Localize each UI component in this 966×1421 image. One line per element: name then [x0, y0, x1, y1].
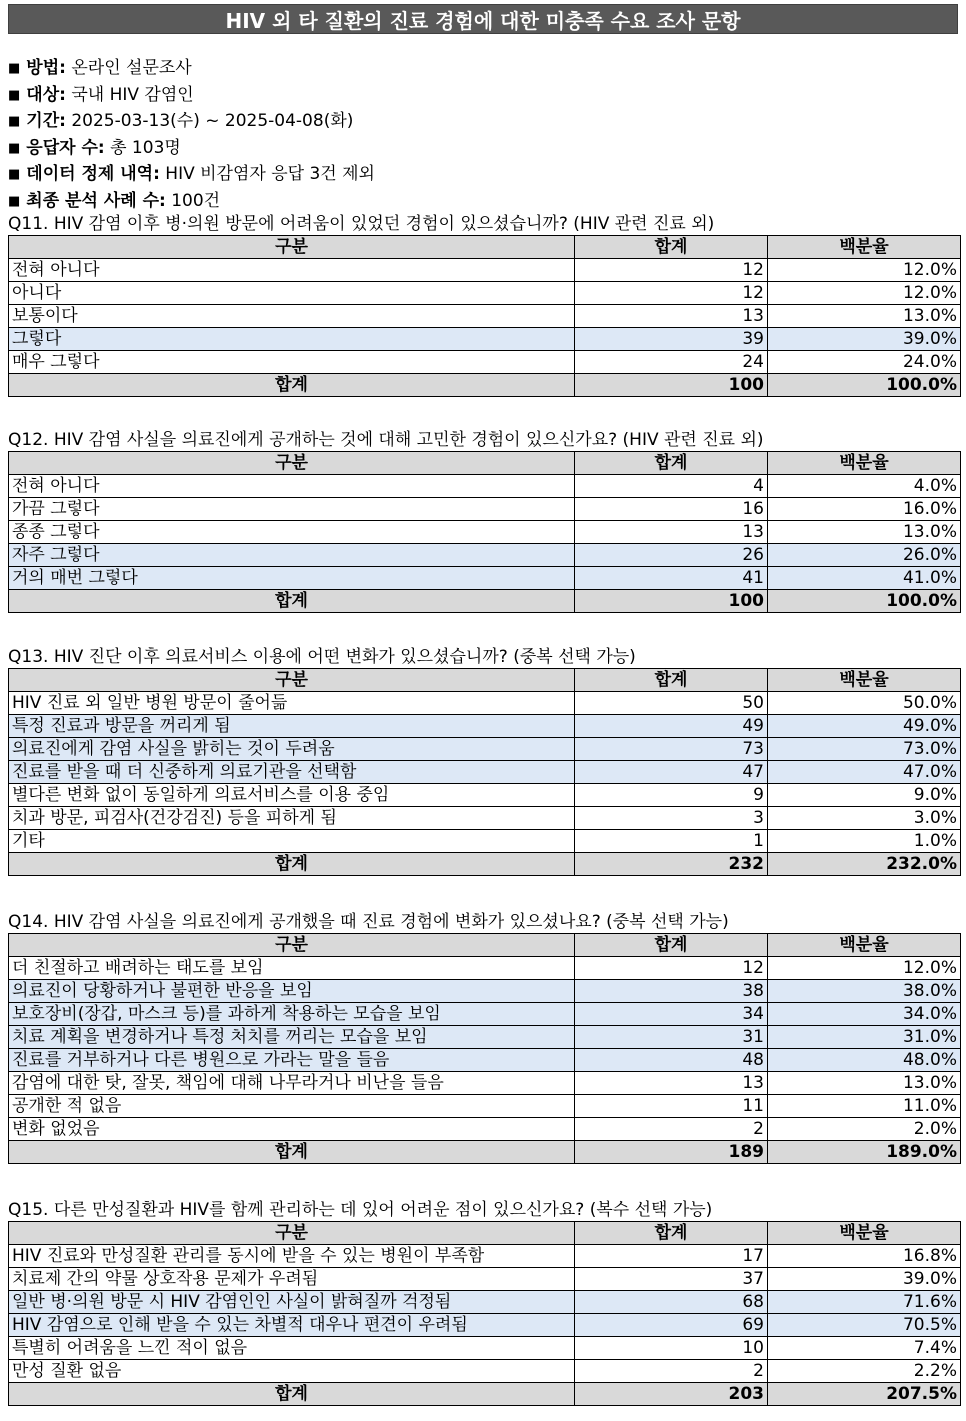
meta-row [8, 162, 375, 189]
total-label: 합계 [9, 374, 575, 397]
row-percent: 11.0% [768, 1095, 961, 1118]
table-header-row [9, 669, 961, 692]
row-label: 감염에 대한 탓, 잘못, 책임에 대해 나무라거나 비난을 들음 [9, 1072, 575, 1095]
total-count: 100 [575, 590, 768, 613]
header-category: 구분 [9, 236, 575, 259]
row-count: 12 [575, 259, 768, 282]
question-text: Q15. 다른 만성질환과 HIV를 함께 관리하는 데 있어 어려운 점이 있으신가요? (복수 선택 가능) [8, 1200, 713, 1220]
row-count: 26 [575, 544, 768, 567]
question-section [8, 429, 960, 613]
row-label: 의료진이 당황하거나 불편한 반응을 보임 [9, 980, 575, 1003]
meta-key: 방법: [26, 58, 66, 78]
row-percent: 39.0% [768, 1268, 961, 1291]
row-count: 48 [575, 1049, 768, 1072]
row-count: 68 [575, 1291, 768, 1314]
row-count: 12 [575, 282, 768, 305]
row-count: 16 [575, 498, 768, 521]
row-percent: 4.0% [768, 475, 961, 498]
row-percent: 9.0% [768, 784, 961, 807]
row-percent: 39.0% [768, 328, 961, 351]
total-percent: 100.0% [768, 590, 961, 613]
row-count: 37 [575, 1268, 768, 1291]
row-label: 더 친절하고 배려하는 태도를 보임 [9, 957, 575, 980]
meta-row [8, 56, 375, 83]
result-table [8, 451, 961, 613]
table-total-row [9, 374, 961, 397]
row-percent: 50.0% [768, 692, 961, 715]
survey-meta [8, 56, 375, 215]
square-bullet-icon: ■ [8, 87, 21, 103]
square-bullet-icon: ■ [8, 61, 21, 76]
header-total: 합계 [575, 236, 768, 259]
row-percent: 16.8% [768, 1245, 961, 1268]
table-row [9, 807, 961, 830]
question-section [8, 911, 960, 1164]
row-percent: 13.0% [768, 305, 961, 328]
table-row [9, 692, 961, 715]
row-count: 11 [575, 1095, 768, 1118]
square-bullet-icon: ■ [8, 193, 21, 209]
row-percent: 24.0% [768, 351, 961, 374]
table-row [9, 738, 961, 761]
question-text: Q13. HIV 진단 이후 의료서비스 이용에 어떤 변화가 있으셨습니까? (중복 선택 가능) [8, 647, 636, 667]
row-count: 10 [575, 1337, 768, 1360]
table-total-row [9, 1383, 961, 1406]
row-count: 49 [575, 715, 768, 738]
result-table [8, 668, 961, 876]
row-label: 보통이다 [9, 305, 575, 328]
row-count: 34 [575, 1003, 768, 1026]
row-label: HIV 진료와 만성질환 관리를 동시에 받을 수 있는 병원이 부족함 [9, 1245, 575, 1268]
meta-row [8, 109, 375, 136]
row-count: 2 [575, 1360, 768, 1383]
row-percent: 1.0% [768, 830, 961, 853]
question-text: Q11. HIV 감염 이후 병·의원 방문에 어려움이 있었던 경험이 있으셨습니까? (HIV 관련 진료 외) [8, 214, 715, 234]
meta-value: 온라인 설문조사 [71, 58, 192, 78]
row-count: 39 [575, 328, 768, 351]
page-title: HIV 외 타 질환의 진료 경험에 대한 미충족 수요 조사 문항 [8, 4, 958, 34]
table-total-row [9, 1141, 961, 1164]
table-row [9, 980, 961, 1003]
table-row [9, 715, 961, 738]
row-count: 50 [575, 692, 768, 715]
row-percent: 2.0% [768, 1118, 961, 1141]
meta-row [8, 136, 375, 163]
table-header-row [9, 452, 961, 475]
row-label: 가끔 그렇다 [9, 498, 575, 521]
result-table [8, 235, 961, 397]
table-row [9, 1268, 961, 1291]
header-percent: 백분율 [768, 1222, 961, 1245]
row-count: 31 [575, 1026, 768, 1049]
table-row [9, 1245, 961, 1268]
row-label: 만성 질환 없음 [9, 1360, 575, 1383]
table-row [9, 328, 961, 351]
table-row [9, 1337, 961, 1360]
table-row [9, 1360, 961, 1383]
total-label: 합계 [9, 1383, 575, 1406]
row-count: 73 [575, 738, 768, 761]
row-percent: 13.0% [768, 521, 961, 544]
header-percent: 백분율 [768, 669, 961, 692]
table-row [9, 761, 961, 784]
meta-key: 응답자 수: [26, 137, 105, 158]
row-percent: 38.0% [768, 980, 961, 1003]
total-percent: 100.0% [768, 374, 961, 397]
result-table [8, 1221, 961, 1406]
row-label: 특별히 어려움을 느낀 적이 없음 [9, 1337, 575, 1360]
row-percent: 26.0% [768, 544, 961, 567]
row-label: 아니다 [9, 282, 575, 305]
row-label: 치료제 간의 약물 상호작용 문제가 우려됨 [9, 1268, 575, 1291]
header-percent: 백분율 [768, 236, 961, 259]
table-row [9, 1095, 961, 1118]
total-percent: 207.5% [768, 1383, 961, 1406]
row-percent: 7.4% [768, 1337, 961, 1360]
table-row [9, 259, 961, 282]
header-percent: 백분율 [768, 452, 961, 475]
row-count: 24 [575, 351, 768, 374]
square-bullet-icon: ■ [8, 114, 21, 129]
row-label: 별다른 변화 없이 동일하게 의료서비스를 이용 중임 [9, 784, 575, 807]
row-label: 보호장비(장갑, 마스크 등)를 과하게 착용하는 모습을 보임 [9, 1003, 575, 1026]
table-row [9, 521, 961, 544]
row-percent: 41.0% [768, 567, 961, 590]
row-percent: 12.0% [768, 259, 961, 282]
total-label: 합계 [9, 1141, 575, 1164]
header-category: 구분 [9, 934, 575, 957]
total-percent: 232.0% [768, 853, 961, 876]
row-percent: 3.0% [768, 807, 961, 830]
meta-key: 기간: [26, 111, 66, 131]
total-label: 합계 [9, 853, 575, 876]
table-row [9, 351, 961, 374]
table-row [9, 305, 961, 328]
meta-key: 대상: [26, 84, 66, 105]
row-percent: 48.0% [768, 1049, 961, 1072]
question-text: Q14. HIV 감염 사실을 의료진에게 공개했을 때 진료 경험에 변화가 있으셨나요? (중복 선택 가능) [8, 912, 729, 932]
row-label: 치과 방문, 피검사(건강검진) 등을 피하게 됨 [9, 807, 575, 830]
row-percent: 49.0% [768, 715, 961, 738]
header-category: 구분 [9, 1222, 575, 1245]
table-row [9, 1049, 961, 1072]
header-total: 합계 [575, 934, 768, 957]
row-label: 전혀 아니다 [9, 259, 575, 282]
table-row [9, 475, 961, 498]
table-row [9, 544, 961, 567]
meta-key: 데이터 정제 내역: [26, 164, 160, 184]
table-total-row [9, 590, 961, 613]
row-percent: 12.0% [768, 957, 961, 980]
row-count: 41 [575, 567, 768, 590]
row-label: 그렇다 [9, 328, 575, 351]
square-bullet-icon: ■ [8, 140, 21, 156]
header-total: 합계 [575, 452, 768, 475]
row-count: 2 [575, 1118, 768, 1141]
question-section [8, 1199, 960, 1406]
header-category: 구분 [9, 452, 575, 475]
table-row [9, 1291, 961, 1314]
row-count: 4 [575, 475, 768, 498]
table-row [9, 830, 961, 853]
row-count: 9 [575, 784, 768, 807]
row-label: 진료를 거부하거나 다른 병원으로 가라는 말을 들음 [9, 1049, 575, 1072]
row-label: 특정 진료과 방문을 꺼리게 됨 [9, 715, 575, 738]
question-text: Q12. HIV 감염 사실을 의료진에게 공개하는 것에 대해 고민한 경험이 있으신가요? (HIV 관련 진료 외) [8, 430, 764, 450]
table-header-row [9, 236, 961, 259]
table-row [9, 957, 961, 980]
row-percent: 13.0% [768, 1072, 961, 1095]
table-header-row [9, 1222, 961, 1245]
total-count: 232 [575, 853, 768, 876]
row-percent: 2.2% [768, 1360, 961, 1383]
row-count: 13 [575, 521, 768, 544]
result-table [8, 933, 961, 1164]
question-section [8, 213, 960, 397]
meta-row [8, 83, 375, 110]
header-category: 구분 [9, 669, 575, 692]
row-label: HIV 진료 외 일반 병원 방문이 줄어듦 [9, 692, 575, 715]
total-percent: 189.0% [768, 1141, 961, 1164]
row-label: 종종 그렇다 [9, 521, 575, 544]
row-label: HIV 감염으로 인해 받을 수 있는 차별적 대우나 편견이 우려됨 [9, 1314, 575, 1337]
row-count: 12 [575, 957, 768, 980]
row-percent: 70.5% [768, 1314, 961, 1337]
row-label: 의료진에게 감염 사실을 밝히는 것이 두려움 [9, 738, 575, 761]
total-count: 203 [575, 1383, 768, 1406]
meta-value: 2025-03-13(수) ~ 2025-04-08(화) [71, 111, 354, 131]
row-percent: 47.0% [768, 761, 961, 784]
meta-key: 최종 분석 사례 수: [26, 190, 166, 211]
meta-value: 국내 HIV 감염인 [71, 84, 194, 105]
row-count: 17 [575, 1245, 768, 1268]
header-percent: 백분율 [768, 934, 961, 957]
meta-value: 100건 [171, 190, 221, 211]
row-count: 38 [575, 980, 768, 1003]
meta-value: 총 103명 [110, 137, 181, 158]
row-count: 13 [575, 1072, 768, 1095]
row-label: 진료를 받을 때 더 신중하게 의료기관을 선택함 [9, 761, 575, 784]
row-percent: 71.6% [768, 1291, 961, 1314]
table-total-row [9, 853, 961, 876]
meta-row [8, 189, 375, 216]
table-row [9, 1003, 961, 1026]
row-count: 47 [575, 761, 768, 784]
row-label: 자주 그렇다 [9, 544, 575, 567]
row-count: 69 [575, 1314, 768, 1337]
row-percent: 12.0% [768, 282, 961, 305]
row-label: 치료 계획을 변경하거나 특정 처치를 꺼리는 모습을 보임 [9, 1026, 575, 1049]
square-bullet-icon: ■ [8, 167, 21, 182]
row-label: 공개한 적 없음 [9, 1095, 575, 1118]
total-label: 합계 [9, 590, 575, 613]
header-total: 합계 [575, 1222, 768, 1245]
table-row [9, 1026, 961, 1049]
table-row [9, 1314, 961, 1337]
row-count: 1 [575, 830, 768, 853]
question-section [8, 646, 960, 876]
row-count: 3 [575, 807, 768, 830]
table-row [9, 1072, 961, 1095]
row-label: 거의 매번 그렇다 [9, 567, 575, 590]
row-label: 매우 그렇다 [9, 351, 575, 374]
row-percent: 73.0% [768, 738, 961, 761]
meta-value: HIV 비감염자 응답 3건 제외 [165, 164, 375, 184]
total-count: 100 [575, 374, 768, 397]
table-row [9, 1118, 961, 1141]
table-row [9, 282, 961, 305]
table-header-row [9, 934, 961, 957]
row-label: 변화 없었음 [9, 1118, 575, 1141]
table-row [9, 784, 961, 807]
row-label: 기타 [9, 830, 575, 853]
row-percent: 16.0% [768, 498, 961, 521]
row-label: 일반 병·의원 방문 시 HIV 감염인인 사실이 밝혀질까 걱정됨 [9, 1291, 575, 1314]
row-percent: 34.0% [768, 1003, 961, 1026]
row-label: 전혀 아니다 [9, 475, 575, 498]
row-percent: 31.0% [768, 1026, 961, 1049]
table-row [9, 498, 961, 521]
header-total: 합계 [575, 669, 768, 692]
total-count: 189 [575, 1141, 768, 1164]
table-row [9, 567, 961, 590]
row-count: 13 [575, 305, 768, 328]
